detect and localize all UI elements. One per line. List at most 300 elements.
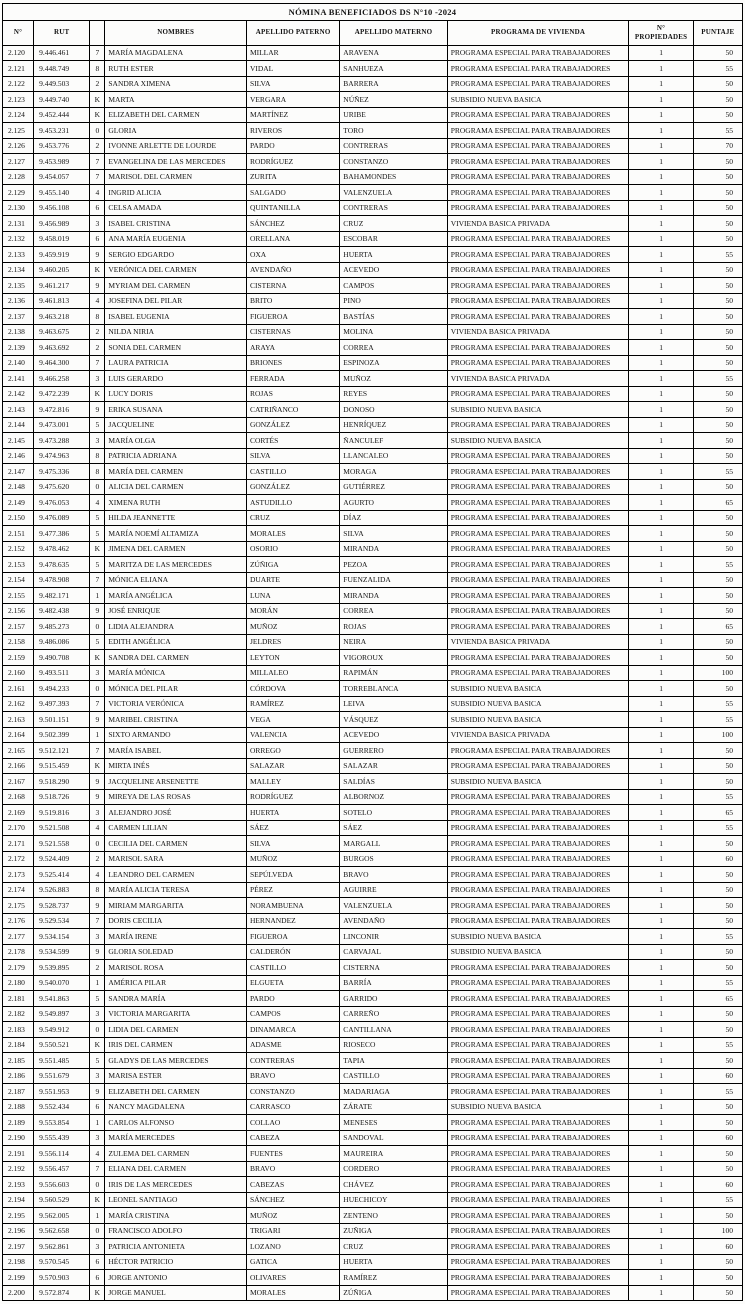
apellido-materno: HENRÍQUEZ xyxy=(340,417,447,433)
num-propiedades: 1 xyxy=(629,417,693,433)
apellido-materno: ZÁRATE xyxy=(340,1099,447,1115)
rut: 9.456.108 xyxy=(34,200,90,216)
table-row xyxy=(3,1115,743,1131)
apellido-paterno: TRIGARI xyxy=(246,1223,339,1239)
apellido-paterno: CAMPOS xyxy=(246,1006,339,1022)
puntaje: 50 xyxy=(693,402,742,418)
apellido-paterno: LUNA xyxy=(246,588,339,604)
nombres: MIREYA DE LAS ROSAS xyxy=(105,789,247,805)
num-propiedades: 1 xyxy=(629,216,693,232)
num-propiedades: 1 xyxy=(629,789,693,805)
programa-vivienda: VIVIENDA BASICA PRIVADA xyxy=(447,324,629,340)
table-row xyxy=(3,1270,743,1286)
apellido-paterno: BRAVO xyxy=(246,1068,339,1084)
apellido-paterno: SILVA xyxy=(246,836,339,852)
puntaje: 50 xyxy=(693,231,742,247)
nombres: IRIS DE LAS MERCEDES xyxy=(105,1177,247,1193)
apellido-materno: SANHUEZA xyxy=(340,61,447,77)
col-header-nombres: NOMBRES xyxy=(105,21,247,46)
rut: 9.556.457 xyxy=(34,1161,90,1177)
table-row xyxy=(3,1022,743,1038)
num-propiedades: 1 xyxy=(629,960,693,976)
programa-vivienda: PROGRAMA ESPECIAL PARA TRABAJADORES xyxy=(447,185,629,201)
nombres: MÓNICA ELIANA xyxy=(105,572,247,588)
apellido-paterno: GONZÁLEZ xyxy=(246,417,339,433)
table-row xyxy=(3,758,743,774)
apellido-materno: NEIRA xyxy=(340,634,447,650)
programa-vivienda: SUBSIDIO NUEVA BASICA xyxy=(447,929,629,945)
programa-vivienda: PROGRAMA ESPECIAL PARA TRABAJADORES xyxy=(447,991,629,1007)
rut-dv: 5 xyxy=(90,526,105,542)
puntaje: 50 xyxy=(693,1270,742,1286)
row-number: 2.145 xyxy=(3,433,34,449)
apellido-paterno: MARTÍNEZ xyxy=(246,107,339,123)
puntaje: 50 xyxy=(693,448,742,464)
table-row xyxy=(3,1177,743,1193)
rut: 9.551.679 xyxy=(34,1068,90,1084)
nombres: HÉCTOR PATRICIO xyxy=(105,1254,247,1270)
apellido-paterno: CONSTANZO xyxy=(246,1084,339,1100)
rut-dv: 0 xyxy=(90,1022,105,1038)
table-row xyxy=(3,1285,743,1301)
table-row xyxy=(3,603,743,619)
row-number: 2.123 xyxy=(3,92,34,108)
puntaje: 50 xyxy=(693,200,742,216)
rut: 9.524.409 xyxy=(34,851,90,867)
apellido-materno: HUECHICOY xyxy=(340,1192,447,1208)
table-row xyxy=(3,324,743,340)
nombres: EDITH ANGÉLICA xyxy=(105,634,247,650)
table-row xyxy=(3,1006,743,1022)
apellido-paterno: COLLAO xyxy=(246,1115,339,1131)
programa-vivienda: PROGRAMA ESPECIAL PARA TRABAJADORES xyxy=(447,262,629,278)
rut: 9.453.776 xyxy=(34,138,90,154)
programa-vivienda: PROGRAMA ESPECIAL PARA TRABAJADORES xyxy=(447,836,629,852)
apellido-paterno: MORÁN xyxy=(246,603,339,619)
num-propiedades: 1 xyxy=(629,200,693,216)
apellido-paterno: CÓRDOVA xyxy=(246,681,339,697)
apellido-materno: RAMÍREZ xyxy=(340,1270,447,1286)
num-propiedades: 1 xyxy=(629,882,693,898)
rut-dv: 3 xyxy=(90,665,105,681)
puntaje: 55 xyxy=(693,820,742,836)
rut-dv: 1 xyxy=(90,1208,105,1224)
row-number: 2.197 xyxy=(3,1239,34,1255)
num-propiedades: 1 xyxy=(629,169,693,185)
nombres: RUTH ESTER xyxy=(105,61,247,77)
apellido-materno: SOTELO xyxy=(340,805,447,821)
apellido-materno: VIGOROUX xyxy=(340,650,447,666)
programa-vivienda: PROGRAMA ESPECIAL PARA TRABAJADORES xyxy=(447,820,629,836)
apellido-paterno: VEGA xyxy=(246,712,339,728)
row-number: 2.198 xyxy=(3,1254,34,1270)
programa-vivienda: PROGRAMA ESPECIAL PARA TRABAJADORES xyxy=(447,588,629,604)
num-propiedades: 1 xyxy=(629,309,693,325)
row-number: 2.172 xyxy=(3,851,34,867)
num-propiedades: 1 xyxy=(629,929,693,945)
puntaje: 50 xyxy=(693,1099,742,1115)
programa-vivienda: PROGRAMA ESPECIAL PARA TRABAJADORES xyxy=(447,1068,629,1084)
table-row xyxy=(3,1192,743,1208)
puntaje: 50 xyxy=(693,1006,742,1022)
num-propiedades: 1 xyxy=(629,138,693,154)
rut: 9.541.863 xyxy=(34,991,90,1007)
nombres: MARÍA NOEMÍ ALTAMIZA xyxy=(105,526,247,542)
apellido-paterno: MILLALEO xyxy=(246,665,339,681)
num-propiedades: 1 xyxy=(629,898,693,914)
table-row xyxy=(3,1254,743,1270)
programa-vivienda: PROGRAMA ESPECIAL PARA TRABAJADORES xyxy=(447,1254,629,1270)
table-row xyxy=(3,634,743,650)
apellido-materno: CONTRERAS xyxy=(340,200,447,216)
rut: 9.549.897 xyxy=(34,1006,90,1022)
nombres: DORIS CECILIA xyxy=(105,913,247,929)
row-number: 2.184 xyxy=(3,1037,34,1053)
num-propiedades: 1 xyxy=(629,448,693,464)
programa-vivienda: PROGRAMA ESPECIAL PARA TRABAJADORES xyxy=(447,386,629,402)
row-number: 2.188 xyxy=(3,1099,34,1115)
row-number: 2.163 xyxy=(3,712,34,728)
row-number: 2.133 xyxy=(3,247,34,263)
apellido-paterno: CISTERNA xyxy=(246,278,339,294)
rut-dv: 9 xyxy=(90,247,105,263)
table-row xyxy=(3,355,743,371)
puntaje: 50 xyxy=(693,898,742,914)
rut-dv: K xyxy=(90,650,105,666)
rut: 9.448.749 xyxy=(34,61,90,77)
nombres: MARÍA IRENE xyxy=(105,929,247,945)
table-row xyxy=(3,154,743,170)
apellido-paterno: OXA xyxy=(246,247,339,263)
apellido-paterno: MUÑOZ xyxy=(246,1208,339,1224)
programa-vivienda: PROGRAMA ESPECIAL PARA TRABAJADORES xyxy=(447,867,629,883)
apellido-materno: URIBE xyxy=(340,107,447,123)
apellido-paterno: VERGARA xyxy=(246,92,339,108)
nombres: JACQUELINE ARSENETTE xyxy=(105,774,247,790)
col-header-num-propiedades: N° PROPIEDADES xyxy=(629,21,693,46)
table-row xyxy=(3,712,743,728)
row-number: 2.148 xyxy=(3,479,34,495)
apellido-paterno: BRITO xyxy=(246,293,339,309)
rut: 9.512.121 xyxy=(34,743,90,759)
table-row xyxy=(3,1146,743,1162)
rut-dv: 8 xyxy=(90,448,105,464)
row-number: 2.173 xyxy=(3,867,34,883)
apellido-paterno: BRAVO xyxy=(246,1161,339,1177)
puntaje: 55 xyxy=(693,712,742,728)
programa-vivienda: SUBSIDIO NUEVA BASICA xyxy=(447,402,629,418)
puntaje: 50 xyxy=(693,1285,742,1301)
row-number: 2.180 xyxy=(3,975,34,991)
rut: 9.502.399 xyxy=(34,727,90,743)
row-number: 2.129 xyxy=(3,185,34,201)
nombres: ELIZABETH DEL CARMEN xyxy=(105,107,247,123)
num-propiedades: 1 xyxy=(629,61,693,77)
apellido-materno: ARAVENA xyxy=(340,45,447,61)
rut-dv: 3 xyxy=(90,216,105,232)
row-number: 2.179 xyxy=(3,960,34,976)
num-propiedades: 1 xyxy=(629,371,693,387)
apellido-materno: VALENZUELA xyxy=(340,185,447,201)
rut-dv: 0 xyxy=(90,1223,105,1239)
nombres: SANDRA XIMENA xyxy=(105,76,247,92)
puntaje: 50 xyxy=(693,278,742,294)
nombres: NILDA NIRIA xyxy=(105,324,247,340)
num-propiedades: 1 xyxy=(629,572,693,588)
puntaje: 50 xyxy=(693,634,742,650)
programa-vivienda: PROGRAMA ESPECIAL PARA TRABAJADORES xyxy=(447,882,629,898)
apellido-materno: MUÑOZ xyxy=(340,371,447,387)
puntaje: 50 xyxy=(693,45,742,61)
programa-vivienda: PROGRAMA ESPECIAL PARA TRABAJADORES xyxy=(447,45,629,61)
programa-vivienda: PROGRAMA ESPECIAL PARA TRABAJADORES xyxy=(447,557,629,573)
row-number: 2.199 xyxy=(3,1270,34,1286)
nombres: LAURA PATRICIA xyxy=(105,355,247,371)
col-header-numero: N° xyxy=(3,21,34,46)
num-propiedades: 1 xyxy=(629,154,693,170)
table-row xyxy=(3,386,743,402)
table-row xyxy=(3,402,743,418)
row-number: 2.191 xyxy=(3,1146,34,1162)
rut-dv: 3 xyxy=(90,1239,105,1255)
apellido-materno: DÍAZ xyxy=(340,510,447,526)
rut-dv: 8 xyxy=(90,464,105,480)
apellido-materno: ZUÑIGA xyxy=(340,1223,447,1239)
nombres: JOSEFINA DEL PILAR xyxy=(105,293,247,309)
puntaje: 50 xyxy=(693,417,742,433)
table-row xyxy=(3,929,743,945)
apellido-paterno: SALGADO xyxy=(246,185,339,201)
rut: 9.501.151 xyxy=(34,712,90,728)
rut: 9.540.070 xyxy=(34,975,90,991)
row-number: 2.193 xyxy=(3,1177,34,1193)
nombres: AMÉRICA PILAR xyxy=(105,975,247,991)
rut-dv: 5 xyxy=(90,634,105,650)
puntaje: 50 xyxy=(693,603,742,619)
rut-dv: 5 xyxy=(90,1053,105,1069)
rut: 9.551.485 xyxy=(34,1053,90,1069)
apellido-paterno: SÁEZ xyxy=(246,820,339,836)
rut-dv: 7 xyxy=(90,154,105,170)
programa-vivienda: PROGRAMA ESPECIAL PARA TRABAJADORES xyxy=(447,603,629,619)
num-propiedades: 1 xyxy=(629,1270,693,1286)
apellido-materno: ACEVEDO xyxy=(340,262,447,278)
programa-vivienda: PROGRAMA ESPECIAL PARA TRABAJADORES xyxy=(447,913,629,929)
puntaje: 50 xyxy=(693,386,742,402)
puntaje: 50 xyxy=(693,774,742,790)
row-number: 2.166 xyxy=(3,758,34,774)
programa-vivienda: PROGRAMA ESPECIAL PARA TRABAJADORES xyxy=(447,464,629,480)
row-number: 2.162 xyxy=(3,696,34,712)
table-row xyxy=(3,278,743,294)
num-propiedades: 1 xyxy=(629,495,693,511)
rut-dv: 9 xyxy=(90,1084,105,1100)
programa-vivienda: PROGRAMA ESPECIAL PARA TRABAJADORES xyxy=(447,789,629,805)
apellido-materno: CISTERNA xyxy=(340,960,447,976)
rut: 9.466.258 xyxy=(34,371,90,387)
rut: 9.528.737 xyxy=(34,898,90,914)
table-row xyxy=(3,433,743,449)
programa-vivienda: PROGRAMA ESPECIAL PARA TRABAJADORES xyxy=(447,169,629,185)
apellido-materno: HUERTA xyxy=(340,1254,447,1270)
rut-dv: 4 xyxy=(90,495,105,511)
rut: 9.526.883 xyxy=(34,882,90,898)
rut-dv: 3 xyxy=(90,929,105,945)
rut: 9.534.154 xyxy=(34,929,90,945)
puntaje: 50 xyxy=(693,743,742,759)
row-number: 2.137 xyxy=(3,309,34,325)
apellido-paterno: CABEZAS xyxy=(246,1177,339,1193)
puntaje: 65 xyxy=(693,805,742,821)
num-propiedades: 1 xyxy=(629,386,693,402)
apellido-paterno: FERRADA xyxy=(246,371,339,387)
apellido-materno: BARRÍA xyxy=(340,975,447,991)
apellido-materno: CONSTANZO xyxy=(340,154,447,170)
nombres: IVONNE ARLETTE DE LOURDE xyxy=(105,138,247,154)
apellido-materno: ÑANCULEF xyxy=(340,433,447,449)
num-propiedades: 1 xyxy=(629,76,693,92)
num-propiedades: 1 xyxy=(629,588,693,604)
rut: 9.459.919 xyxy=(34,247,90,263)
num-propiedades: 1 xyxy=(629,231,693,247)
rut-dv: 7 xyxy=(90,355,105,371)
rut: 9.449.503 xyxy=(34,76,90,92)
apellido-paterno: CATRIÑANCO xyxy=(246,402,339,418)
apellido-materno: PINO xyxy=(340,293,447,309)
row-number: 2.170 xyxy=(3,820,34,836)
col-header-rut: RUT xyxy=(34,21,90,46)
apellido-materno: PEZOA xyxy=(340,557,447,573)
programa-vivienda: SUBSIDIO NUEVA BASICA xyxy=(447,696,629,712)
apellido-materno: BRAVO xyxy=(340,867,447,883)
puntaje: 55 xyxy=(693,1084,742,1100)
nombres: SERGIO EDGARDO xyxy=(105,247,247,263)
apellido-materno: MENESES xyxy=(340,1115,447,1131)
programa-vivienda: PROGRAMA ESPECIAL PARA TRABAJADORES xyxy=(447,417,629,433)
programa-vivienda: PROGRAMA ESPECIAL PARA TRABAJADORES xyxy=(447,200,629,216)
num-propiedades: 1 xyxy=(629,1208,693,1224)
rut: 9.485.273 xyxy=(34,619,90,635)
nombres: JORGE MANUEL xyxy=(105,1285,247,1301)
table-row xyxy=(3,61,743,77)
programa-vivienda: PROGRAMA ESPECIAL PARA TRABAJADORES xyxy=(447,355,629,371)
nombres: ANA MARÍA EUGENIA xyxy=(105,231,247,247)
programa-vivienda: PROGRAMA ESPECIAL PARA TRABAJADORES xyxy=(447,805,629,821)
apellido-materno: AGUIRRE xyxy=(340,882,447,898)
table-row xyxy=(3,293,743,309)
apellido-materno: GUERRERO xyxy=(340,743,447,759)
apellido-paterno: OLIVARES xyxy=(246,1270,339,1286)
apellido-paterno: AVENDAÑO xyxy=(246,262,339,278)
num-propiedades: 1 xyxy=(629,1239,693,1255)
row-number: 2.143 xyxy=(3,402,34,418)
rut-dv: 8 xyxy=(90,882,105,898)
puntaje: 50 xyxy=(693,1161,742,1177)
rut-dv: 2 xyxy=(90,851,105,867)
rut-dv: 5 xyxy=(90,510,105,526)
rut: 9.529.534 xyxy=(34,913,90,929)
rut: 9.539.895 xyxy=(34,960,90,976)
rut: 9.494.233 xyxy=(34,681,90,697)
rut-dv: 0 xyxy=(90,681,105,697)
rut-dv: 3 xyxy=(90,371,105,387)
puntaje: 60 xyxy=(693,1130,742,1146)
rut-dv: 6 xyxy=(90,200,105,216)
table-row xyxy=(3,1208,743,1224)
puntaje: 50 xyxy=(693,572,742,588)
row-number: 2.195 xyxy=(3,1208,34,1224)
programa-vivienda: PROGRAMA ESPECIAL PARA TRABAJADORES xyxy=(447,975,629,991)
row-number: 2.125 xyxy=(3,123,34,139)
row-number: 2.164 xyxy=(3,727,34,743)
apellido-materno: MARGALL xyxy=(340,836,447,852)
puntaje: 50 xyxy=(693,340,742,356)
rut: 9.560.529 xyxy=(34,1192,90,1208)
rut-dv: K xyxy=(90,1285,105,1301)
row-number: 2.165 xyxy=(3,743,34,759)
rut-dv: 0 xyxy=(90,619,105,635)
apellido-paterno: ZÚÑIGA xyxy=(246,557,339,573)
apellido-materno: CASTILLO xyxy=(340,1068,447,1084)
rut: 9.570.903 xyxy=(34,1270,90,1286)
rut-dv: 9 xyxy=(90,278,105,294)
rut: 9.553.854 xyxy=(34,1115,90,1131)
apellido-materno: VALENZUELA xyxy=(340,898,447,914)
rut-dv: 1 xyxy=(90,588,105,604)
puntaje: 50 xyxy=(693,510,742,526)
rut: 9.525.414 xyxy=(34,867,90,883)
nombres: MARÍA MÓNICA xyxy=(105,665,247,681)
apellido-materno: CANTILLANA xyxy=(340,1022,447,1038)
row-number: 2.200 xyxy=(3,1285,34,1301)
num-propiedades: 1 xyxy=(629,402,693,418)
rut-dv: K xyxy=(90,92,105,108)
table-row xyxy=(3,309,743,325)
row-number: 2.134 xyxy=(3,262,34,278)
num-propiedades: 1 xyxy=(629,1099,693,1115)
puntaje: 55 xyxy=(693,975,742,991)
puntaje: 50 xyxy=(693,324,742,340)
row-number: 2.156 xyxy=(3,603,34,619)
apellido-paterno: DINAMARCA xyxy=(246,1022,339,1038)
programa-vivienda: PROGRAMA ESPECIAL PARA TRABAJADORES xyxy=(447,758,629,774)
table-row xyxy=(3,743,743,759)
nombres: MARÍA MAGDALENA xyxy=(105,45,247,61)
puntaje: 65 xyxy=(693,619,742,635)
row-number: 2.128 xyxy=(3,169,34,185)
rut-dv: 7 xyxy=(90,572,105,588)
apellido-paterno: SÁNCHEZ xyxy=(246,216,339,232)
num-propiedades: 1 xyxy=(629,541,693,557)
rut-dv: 0 xyxy=(90,1177,105,1193)
rut-dv: 3 xyxy=(90,1068,105,1084)
puntaje: 50 xyxy=(693,433,742,449)
puntaje: 50 xyxy=(693,758,742,774)
programa-vivienda: PROGRAMA ESPECIAL PARA TRABAJADORES xyxy=(447,1084,629,1100)
apellido-materno: HUERTA xyxy=(340,247,447,263)
rut: 9.555.439 xyxy=(34,1130,90,1146)
num-propiedades: 1 xyxy=(629,1037,693,1053)
rut: 9.518.726 xyxy=(34,789,90,805)
table-row xyxy=(3,247,743,263)
row-number: 2.154 xyxy=(3,572,34,588)
num-propiedades: 1 xyxy=(629,247,693,263)
table-row xyxy=(3,495,743,511)
num-propiedades: 1 xyxy=(629,851,693,867)
apellido-materno: ZENTENO xyxy=(340,1208,447,1224)
row-number: 2.132 xyxy=(3,231,34,247)
puntaje: 50 xyxy=(693,588,742,604)
